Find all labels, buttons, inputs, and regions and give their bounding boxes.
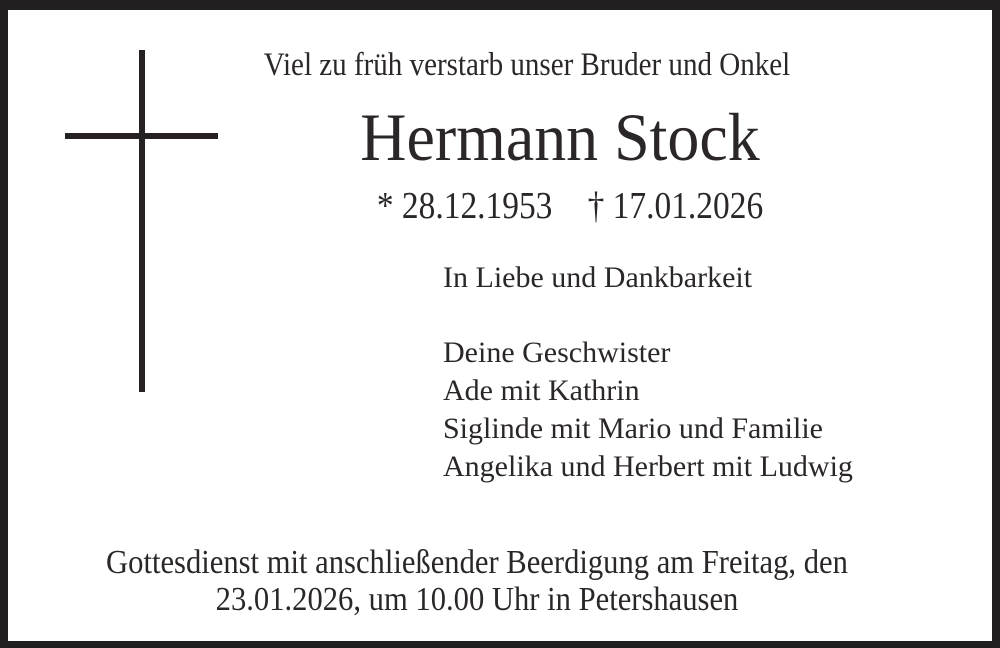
cross-vertical-bar [139,50,145,392]
mourner-line: Deine Geschwister [443,336,671,369]
death-date: † 17.01.2026 [587,185,764,227]
mourner-line: Ade mit Kathrin [443,374,640,407]
obituary-card [8,10,992,641]
closing-line: In Liebe und Dankbarkeit [443,261,753,294]
dates-line [218,185,922,227]
service-line-1: Gottesdienst mit anschließender Beerdigung am Freitag, den [106,544,848,581]
deceased-name: Hermann Stock [360,99,760,175]
mourner-line: Angelika und Herbert mit Ludwig [443,450,853,483]
service-line-2: 23.01.2026, um 10.00 Uhr in Petershausen [215,581,739,618]
intro-line: Viel zu früh verstarb unser Bruder und Onkel [263,47,791,83]
mourners-list [443,334,853,486]
birth-date: * 28.12.1953 [376,185,553,227]
mourner-line: Siglinde mit Mario und Familie [443,412,823,445]
service-info [55,544,899,618]
